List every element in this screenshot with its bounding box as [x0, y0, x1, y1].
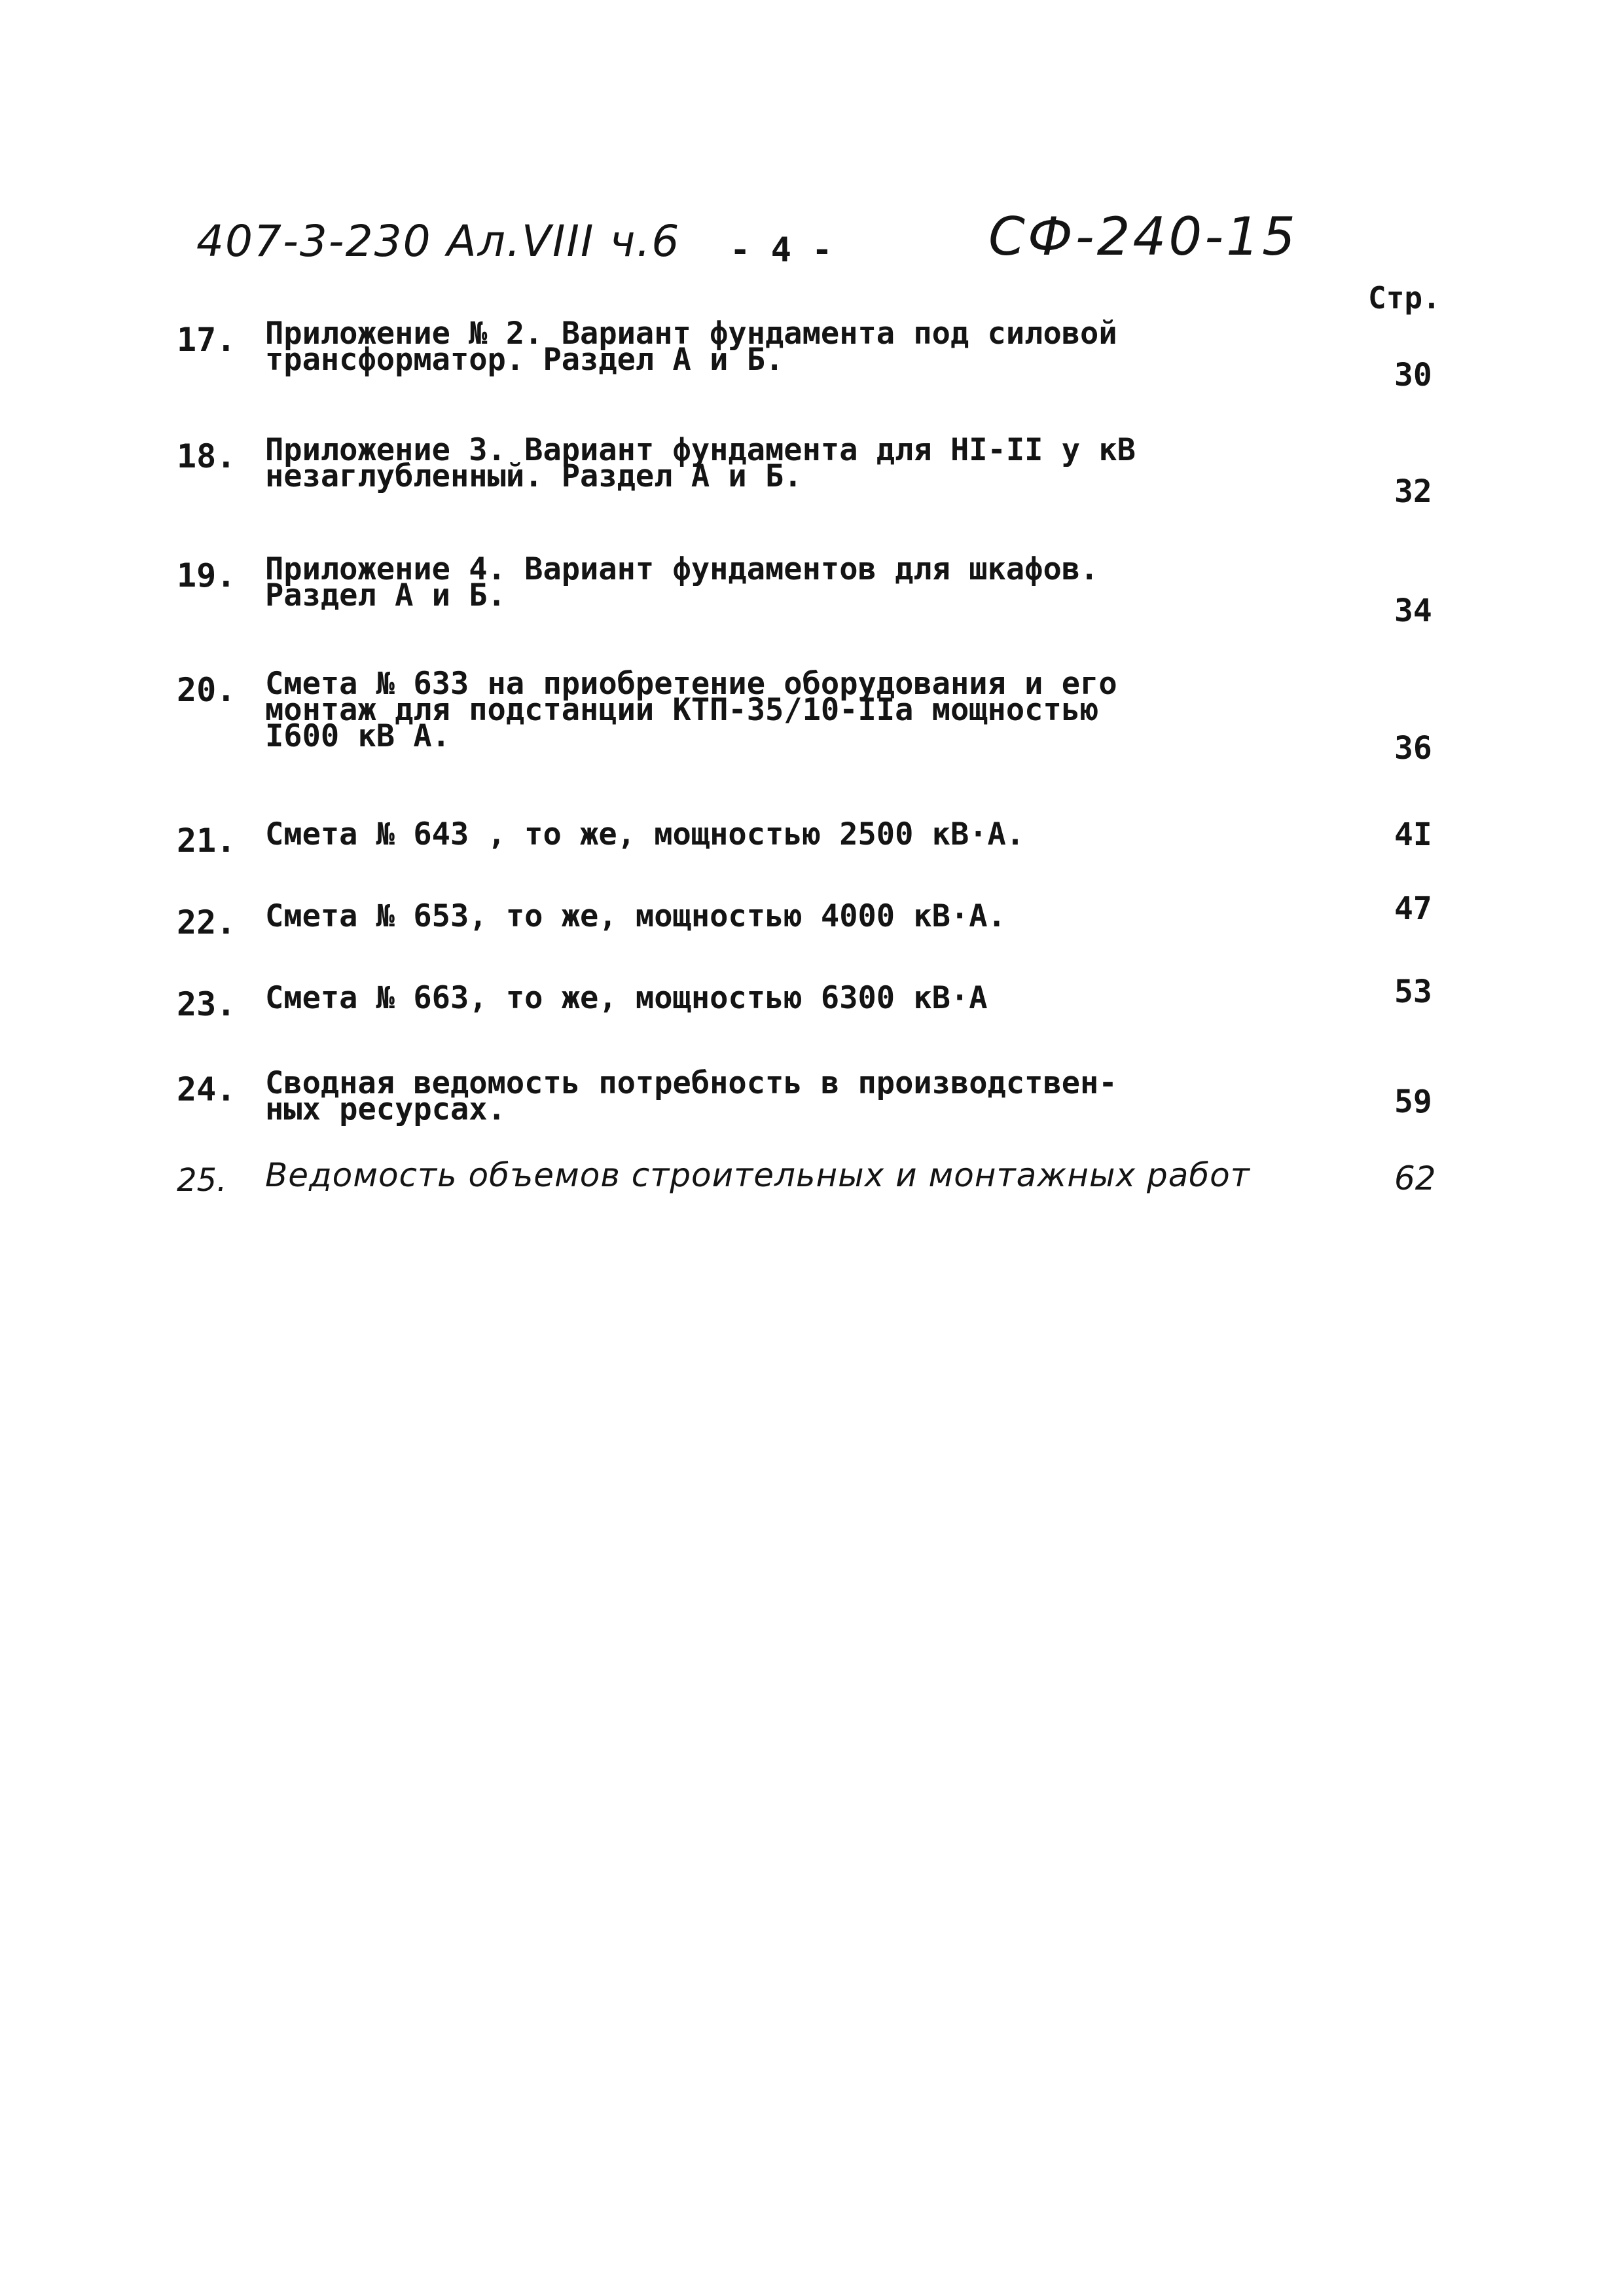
entry-number: 19. — [177, 556, 236, 594]
entry-page: 53 — [1394, 974, 1432, 1010]
entry-page: 36 — [1394, 730, 1432, 767]
entry-text: Приложение 4. Вариант фундаментов для шкафов. Раздел А и Б. — [265, 551, 1099, 613]
entry-page: 30 — [1394, 357, 1432, 393]
entry-text: Смета № 653, то же, мощностью 4000 кВ·А. — [265, 898, 1006, 934]
entry-text: Приложение 3. Вариант фундамента для НI-II у кВ незаглубленный. Раздел А и Б. — [265, 432, 1136, 494]
entry-page: 47 — [1394, 890, 1432, 927]
entry-text: Ведомость объемов строительных и монтажных работ — [265, 1156, 1250, 1194]
entry-number: 17. — [177, 321, 236, 359]
entry-number: 21. — [177, 822, 236, 860]
entry-text: Смета № 663, то же, мощностью 6300 кВ·А — [265, 980, 988, 1016]
entry-text: Приложение № 2. Вариант фундамента под силовой трансформатор. Раздел А и Б. — [265, 316, 1117, 378]
entry-number: 22. — [177, 903, 236, 941]
document-code: 407-3-230 Ал.VIII ч.6 — [196, 216, 681, 266]
page-column-header: Стр. — [1368, 280, 1441, 316]
entry-text: Смета № 633 на приобретение оборудования и его монтаж для подстанции КТП-35/10-IIа мощностью I600 кВ А. — [265, 666, 1117, 754]
entry-page: 59 — [1394, 1084, 1432, 1120]
page-number: - 4 - — [730, 230, 833, 270]
entry-number: 23. — [177, 985, 236, 1023]
entry-number: 20. — [177, 671, 236, 709]
sheet-code: СФ-240-15 — [988, 206, 1298, 267]
entry-page: 34 — [1394, 592, 1432, 629]
entry-page: 32 — [1394, 473, 1432, 510]
entry-page: 62 — [1394, 1159, 1436, 1197]
entry-number: 18. — [177, 437, 236, 475]
entry-number: 25. — [177, 1162, 227, 1199]
entry-text: Смета № 643 , то же, мощностью 2500 кВ·А. — [265, 816, 1025, 852]
entry-number: 24. — [177, 1070, 236, 1108]
entry-page: 4I — [1394, 816, 1432, 853]
entry-text: Сводная ведомость потребность в производствен- ных ресурсах. — [265, 1065, 1117, 1127]
